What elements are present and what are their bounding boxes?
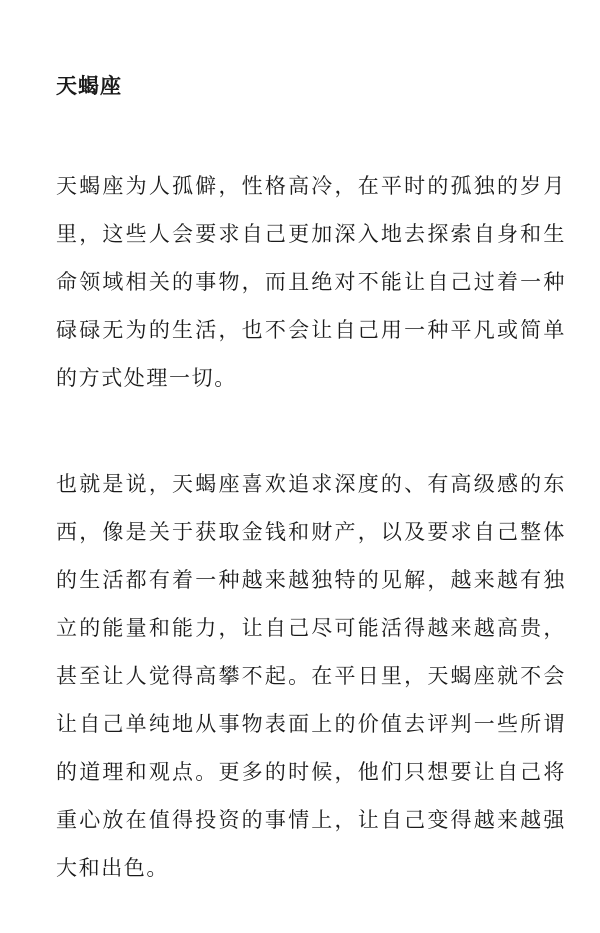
article-paragraph-1: 天蝎座为人孤僻，性格高冷，在平时的孤独的岁月里，这些人会要求自己更加深入地去探索自身和生命领域相关的事物，而且绝对不能让自己过着一种碌碌无为的生活，也不会让自己用一种平凡或简单的方式处理一切。: [56, 174, 566, 390]
article-title: 天蝎座: [56, 74, 122, 98]
article-paragraph-2: 也就是说，天蝎座喜欢追求深度的、有高级感的东西，像是关于获取金钱和财产，以及要求自己整体的生活都有着一种越来越独特的见解，越来越有独立的能量和能力，让自己尽可能活得越来越高贵，甚至让人觉得高攀不起。在平日里，天蝎座就不会让自己单纯地从事物表面上的价值去评判一些所谓的道理和观点。更多的时候，他们只想要让自己将重心放在值得投资的事情上，让自己变得越来越强大和出色。: [56, 472, 566, 880]
